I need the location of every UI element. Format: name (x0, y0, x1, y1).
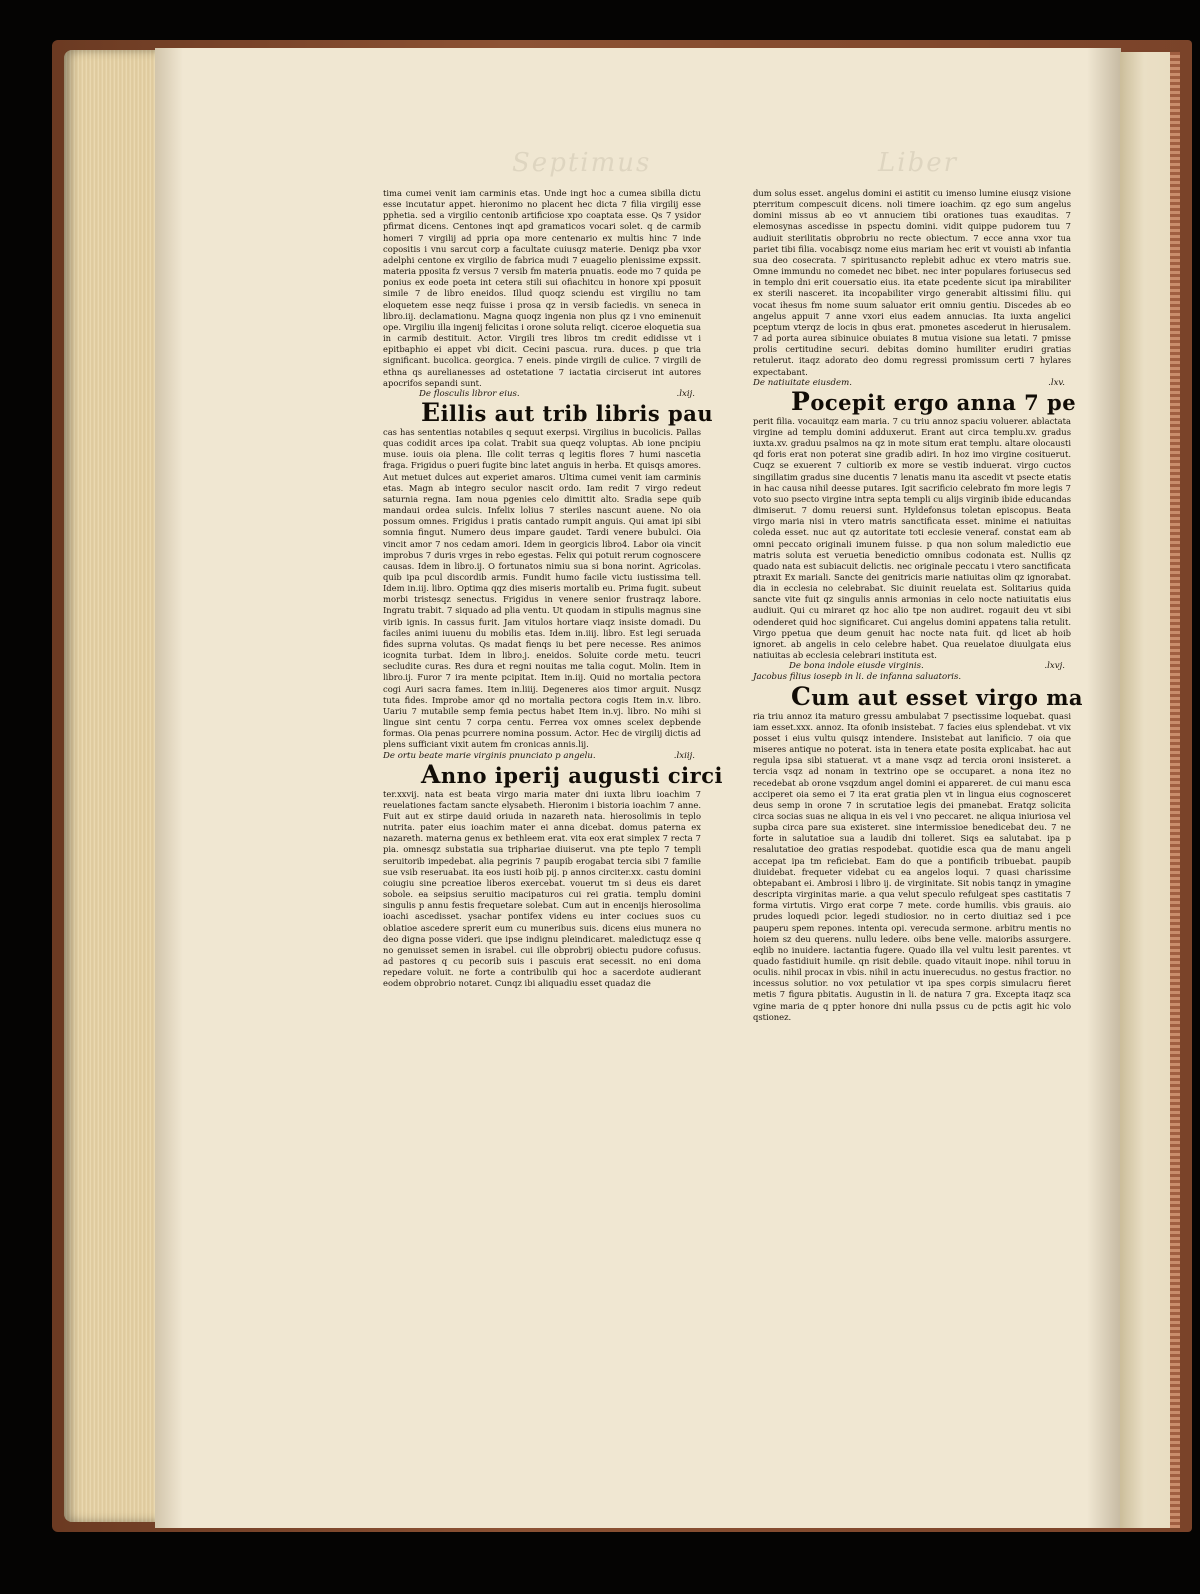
citation-text: Jacobus filius iosepb in li. de infanna saluatoris. (753, 672, 962, 683)
left-text-column (383, 188, 723, 989)
running-head-left: Septimus (512, 148, 652, 178)
paragraph: cas has sententias notabiles q sequut exerpsi. Virgilius in bucolicis. Pallas quas codidit arces ipa colat. Trabit sua queqz voluptas. Ab ione pncipiu muse. iouis oia plena. Ille colit terras q legitis flores 7 humi nascetia fraga. Frigidus o pueri fugite binc latet anguis in herba. Et quisqs amores. Aut metuet dulces aut experiet amaros. Ultima cumei venit iam carminis etas. Magn ab integro seculor nascit ordo. Iam redit 7 virgo redeut saturnia regna. Iam noua pgenies celo dimittit alto. Sradia sepe quib mandaui ordea sulcis. Infelix lolius 7 steriles nascunt auene. No oia possum omnes. Frigidus i pratis cantado rumpit anguis. Qui amat ipi sibi somnia fingut. Numero deus impare gaudet. Tardi venere bubulci. Oia vincit amor 7 nos cedam amori. Idem in georgicis libro4. Labor oia vincit improbus 7 duris vrges in rebo egestas. Felix qui potuit rerum cognoscere causas. Idem in libro.ij. O fortunatos nimiu sua si bona norint. Agricolas. quib ipa pcul discordib armis. Fundit humo facile victu iustissima tell. Idem in.iij. libro. Optima qqz dies miseris mortalib eu. Prima fugit. subeut morbi tristesqz senectus. Frigidus in venere senior frustraqz labore. Ingratu trabit. 7 siquado ad plia ventu. Ut quodam in stipulis magnus sine virib ignis. In cassus furit. Jam vitulos hortare viaqz insiste domadi. Du faciles animi iuuenu du mobilis etas. Idem in.iiij. libro. Est legi seruada fides suprna volutas. Qs madat fienqs iu bet pere necesse. Res animos icognita turbat. Idem in libro.j. eneidos. Soluite corde metu. teucri secludite curas. Res dura et regni nouitas me talia cogut. Molin. Item in libro.ij. Furor 7 ira mente pcipitat. Item in.iij. Quid no mortalia pectora cogi Auri sacra fames. Item in.liiij. Degeneres aios timor arguit. Nusqz tuta fides. Improbe amor qd no mortalia pectora cogis Item in.v. libro. Uariu 7 mutabile semp femia pectus habet Item in.vj. libro. No mihi si lingue sint centu 7 corpa centu. Ferrea vox omnes scelex depbende formas. Oia penas pcurrere nomina possum. Actor. Hec de virgilij dictis ad plens sufficiant vixit autem fm cronicas annis.lij. (383, 426, 701, 750)
facing-page-edge (1120, 52, 1180, 1528)
chapter-opening-line (753, 386, 1077, 416)
opening-words: illis aut trib libris pau (440, 400, 714, 426)
initial-letter: C (791, 681, 812, 711)
chapter-number: .lxv. (1048, 377, 1065, 388)
paragraph: ter.xxvij. nata est beata virgo maria mater dni iuxta libru ioachim 7 reuelationes factam sancte elysabeth. Hieronim i bistoria ioachim 7 anne. Fuit aut ex stirpe dauid oriuda in nazareth nata. hierosolimis in teplo nutrita. pater eius ioachim mater ei anna dicebat. domus paterna ex nazareth. materna genus ex bethleem erat. vita eox erat simplex 7 recta 7 pia. omnesqz substatia sua triphariae diuiserut. vna pte teplo 7 templi seruitorib impedebat. alia pegrinis 7 paupib erogabat tercia sibi 7 familie sue vsib reseruabat. ita eos iusti hoib pij. p annos circiter.xx. castu domini coiugiu sine pcreatioe liberos exercebat. vouerut tm si deus eis daret sobole. ea seipsius seruitio macipaturos cui rei gratia. templu domini singulis p annu festis frequetare solebat. Cum aut in encenijs hierosolima ioachi ascedisset. ysachar pontifex videns eu inter cociues suos cu oblatioe ascedere sprerit eum cu muneribus suis. dicens eius munera no deo digna posse videri. que ipse indignu pleindicaret. maledictuqz esse q no genuisset semen in israbel. cui ille obprobrij obiectu pudore cofusus. ad pastores q cu pecorib suis i pascuis erat secessit. no eni doma repedare voluit. ne forte a contribulib qui hoc a sacerdote audierant eodem obprobrio notaret. Cunqz ibi aliquadiu esset quadaz die (383, 788, 701, 989)
initial-letter: A (421, 759, 441, 789)
initial-letter: P (791, 386, 811, 416)
paragraph: dum solus esset. angelus domini ei astitit cu imenso lumine eiusqz visione pterritum compescuit dicens. noli timere ioachim. qz ego sum angelus domini missus ab eo vt annuciem tibi orationes tuas exauditas. 7 elemosynas ascedisse in pspectu domini. vidit quippe pudorem tuu 7 audiuit sterilitatis obprobriu no recte obiectum. 7 ecce anna vxor tua pariet tibi filia. vocabisqz nome eius mariam hec erit vt vouisti ab infantia sua deo cosecrata. 7 spiritusancto replebit adhuc ex vtero matris sue. Omne immundu no comedet nec bibet. nec inter populares foriusecus sed in templo dni erit couersatio eius. ita etate pcedente sicut ipa mirabiliter ex sterili nasceret. ita incopabiliter virgo generabit altissimi filiu. qui vocat ihesus fm nome suum saluator erit omniu gentiu. Discedes ab eo angelus appuit 7 anne vxori eius eadem annucias. Ita iuxta angelici pceptum vterqz de locis in qbus erat. pmonetes ascederut in hierusalem. 7 ad porta aurea sibinuice obuiates 8 mutua visione sua letati. 7 pmisse prolis certitudine securi. debitas domino humiliter erudiri gratias retulerut. itaqz adorato deo domu regressi promissum certi 7 hylares expectabant. (753, 188, 1071, 377)
chapter-heading (753, 661, 1071, 672)
right-text-column (753, 188, 1084, 1023)
chapter-heading-title: De natiuitate eiusdem. (753, 377, 852, 388)
chapter-opening-line (383, 759, 723, 789)
chapter-heading-title: De bona indole eiusde virginis. (789, 661, 924, 672)
paragraph: tima cumei venit iam carminis etas. Unde ingt hoc a cumea sibilla dictu esse incutatur appet. hieronimo no placent hec dicta 7 filia virgilij esse pphetia. sed a virgilio centonib artificiose xpo coaptata esse. Qs 7 ysidor pfirmat dicens. Centones inqt apd gramaticos vocari solet. q de carmib homeri 7 virgilij ad ppria opa more centenario ex multis hinc 7 inde copositis i vnu sarcut corp a facultate cuiusqz materie. Deniqz pba vxor adelphi centone ex virgilio de fabrica mudi 7 euagelio plenissime expssit. materia pposita fz versus 7 versib fm materia pnuatis. eode mo 7 quida pe ponius ex eode poeta int cetera stili sui ofiachitcu in honore xpi pposuit simile 7 de libro eneidos. Illud quoqz sciendu est virgiliu no tam eloquetem esse neqz fuisse i prosa qz in versib faciedis. vn seneca in libro.iij. declamationu. Magna quoqz ingenia non plus qz i vno eminenuit ope. Virgiliu illa ingenij felicitas i orone soluta reliqt. ciceroe eloquetia sua in carmib destituit. Actor. Virgili tres libros tm credit edidisse vt i epitbaphio ei appet vbi dicit. Cecini pascua. rura. duces. p que tria significant. bucolica. georgica. 7 eneis. pinde virgili de culice. 7 virgili de ethna qs aurelianesses ad ostetatione 7 iactatia circiserut int autores apocrifos sepandi sunt. (383, 188, 701, 388)
chapter-opening-line (383, 397, 714, 427)
running-head-right: Liber (878, 148, 959, 178)
chapter-opening-line (753, 681, 1084, 711)
chapter-number: .lxvj. (1044, 661, 1065, 672)
paragraph: perit filia. vocauitqz eam maria. 7 cu triu annoz spaciu voluerer. ablactata virgine ad templu domini adduxerut. Erant aut circa templu.xv. gradus iuxta.xv. graduu psalmos na qz in mote situm erat templu. altare olocausti qd foris erat non poterat sine gradib adiri. In hoz imo virgine cosituerut. Cuqz se exuerent 7 cultiorib ex more se vestib induerat. virgo cuctos singillatim gradus sine ducentis 7 lenatis manu ita ascedit vt psecte etatis in hac causa nihil deesse putares. Igit sacrificio celebrato fm more legis 7 voto suo psecto virgine intra septa templi cu alijs virginib ibide educandas dimiserut. 7 domu reuersi sunt. Hyldefonsus toletan episcopus. Beata virgo maria nisi in vtero matris sanctificata esset. minime ei natiuitas coleda esset. nuc aut qz autoritate toti ecclesie veneraf. constat eam ab omni peccato originali imunem fuisse. p qua non solum maledictio eue matris soluta est veruetia benedictio omnibus codonata est. Nullis qz quado nata est subiacuit delictis. nec originale peccatu i vtero sanctificata ptraxit Ex mariali. Sancte dei genitricis marie natiuitas olim qz ignorabat. dia in ecclesia no celebrabat. Sic diuinit reuelata est. Solitarius quida sancte vite fuit qz singulis annis armonias in celo nocte natiuitatis eius audiuit. Qui cu miraret qz hoc alio tpe non audiret. rogauit deu vt sibi odenderet quid hoc significaret. Cui angelus domini appatens talia retulit. Virgo ppetua que deum genuit hac nocte nata fuit. qd licet ab hoib ignoret. ab angelis in celo celebre habet. Qua reuelatoe diuulgata eius natiuitas ab ecclesia celebrari instituta est. (753, 415, 1071, 661)
chapter-heading-title: De ortu beate marie virginis pnunciato p angelu. (383, 750, 596, 761)
initial-letter: E (421, 397, 441, 427)
chapter-number: .lxij. (676, 388, 695, 399)
opening-words: ocepit ergo anna 7 pe (810, 389, 1077, 415)
paragraph: ria triu annoz ita maturo gressu ambulabat 7 psectissime loquebat. quasi iam esset.xxx. annoz. Ita ofonib insistebat. 7 facies eius splendebat. vt vix posset i eius vultu quisqz intendere. Insistebat aut lanificio. 7 oia que miseres antique no poterat. ista in tenera etate posita explicabat. hac aut regula ipsa sibi statuerat. vt a mane vsqz ad tercia oroni insisteret. a tercia vsqz ad nonam in textrino ope se occuparet. a nona itez no recedebat ab orone vsqzdum angel domini ei appareret. de cui manu esca acciperet oia semo ei 7 ita erat gratia plen vt in lingua eius cognosceret deus semp in orone 7 in scrutatioe legis dei pmanebat. Eratqz solicita circa socias suas ne aliqua in eis vel i vno peccaret. ne aliqua iniuriosa vel supba circa pare sua existeret. sine intermissioe benedicebat deu. 7 ne forte in salutatioe sua a laudib dni tolleret. Siqs ea salutabat. ipa p resalutatioe deo gratias respodebat. quotidie esca qua de manu angeli accepat ipa tm reficiebat. Eam do que a pontificib tribuebat. paupib diuidebat. frequeter videbat cu ea angelos loqui. 7 quasi charissime obtepabant ei. Ambrosi i libro ij. de virginitate. Sit nobis tanqz in ymagine descripta virginitas marie. a qua velut speculo refulgeat spes castitatis 7 forma virtutis. Virgo erat corpe 7 mete. corde humilis. vbis grauis. aio prudes loquedi pcior. legedi studiosior. no in certo diuitiaz sed i pce pauperu spem repones. intenta opi. verecuda sermone. arbitru mentis no hoiem sz deu querens. nullu ledere. oibs bene velle. maioribs assurgere. eqlib no inuidere. iactantia fugere. Quado illa vel vultu lesit parentes. vt quado fastidiuit humile. qn risit debile. quado vitauit inope. nihil toruu in oculis. nihil procax in vbis. nihil in actu inuerecudus. no gestus fractior. no incessus solutior. no vox petulatior vt ipa spes corpis simulacru fieret metis 7 figura pbitatis. Augustin in li. de natura 7 gra. Excepta itaqz sca vgine maria de q ppter honore dni nulla pssus cu de pctis agit hic volo qstionez. (753, 710, 1071, 1022)
chapter-heading-title: De flosculis libror eius. (419, 388, 520, 399)
opening-words: nno iperij augusti circi (440, 762, 723, 788)
opening-words: um aut esset virgo ma (811, 684, 1084, 710)
chapter-number: .lxiij. (673, 750, 695, 761)
